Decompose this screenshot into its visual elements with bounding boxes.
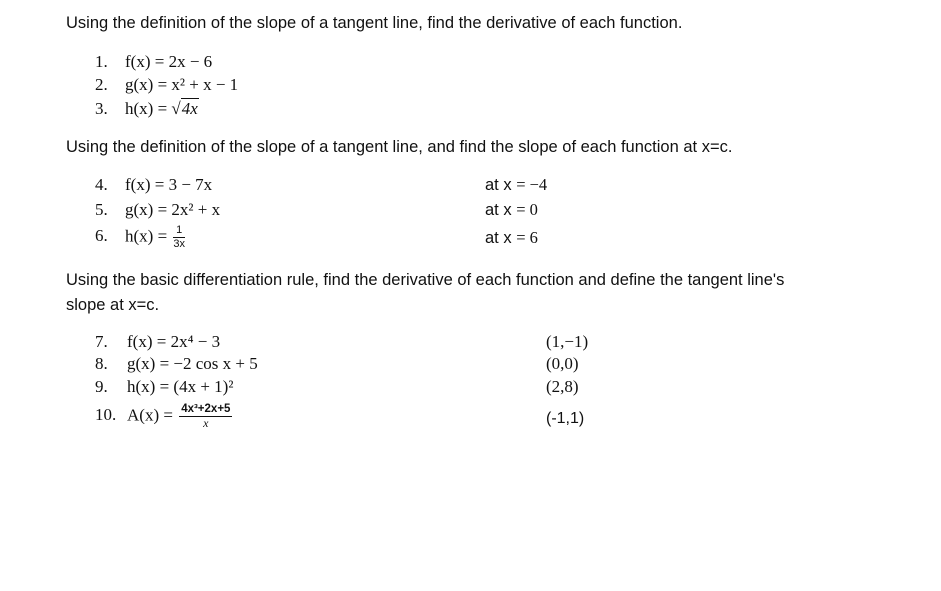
problem-1	[95, 51, 212, 73]
fraction-denominator: 3x	[173, 238, 186, 250]
problem-number: 5.	[95, 200, 108, 219]
problem-8	[95, 353, 258, 375]
condition-4	[485, 174, 547, 196]
problem-expression: g(x) = −2 cos x + 5	[127, 354, 258, 373]
problem-10	[95, 403, 232, 430]
fraction-numerator: 1	[173, 224, 185, 238]
point-7: (1,−1)	[546, 332, 589, 351]
square-root	[171, 98, 198, 120]
instruction-basic-rule-line-2: slope at x=c.	[66, 296, 160, 314]
problem-expression-lhs: h(x) =	[125, 226, 172, 246]
condition-label: at x	[485, 201, 517, 219]
problem-expression: f(x) = 2x − 6	[125, 52, 213, 71]
instruction-derivative-definition: Using the definition of the slope of a tangent line, find the derivative of each function.	[66, 14, 683, 32]
problem-number: 7.	[95, 332, 108, 351]
problem-expression: g(x) = x² + x − 1	[125, 75, 239, 94]
problem-5	[95, 199, 220, 221]
problem-expression-lhs: A(x) =	[127, 405, 178, 425]
fraction	[179, 403, 232, 430]
fraction	[173, 224, 185, 251]
point-9: (2,8)	[546, 377, 579, 396]
condition-6	[485, 227, 538, 249]
condition-label: at x	[485, 176, 517, 194]
problem-6	[95, 224, 185, 251]
problem-number: 2.	[95, 75, 108, 94]
radical-sign: √	[171, 99, 181, 118]
problem-9	[95, 376, 233, 398]
problem-3	[95, 98, 199, 120]
problem-4	[95, 174, 212, 196]
radicand: 4x	[181, 99, 198, 118]
fraction-numerator: 4x³+2x+5	[181, 403, 231, 415]
point-8: (0,0)	[546, 354, 579, 373]
instruction-basic-rule-line-1: Using the basic differentiation rule, find the derivative of each function and define the tangent line's	[66, 271, 785, 289]
problem-number: 6.	[95, 226, 108, 246]
fraction-denominator: x	[203, 416, 209, 430]
problem-number: 9.	[95, 377, 108, 396]
problem-number: 10.	[95, 405, 117, 425]
problem-expression: g(x) = 2x² + x	[125, 200, 221, 219]
condition-value: = 0	[516, 200, 538, 219]
problem-number: 1.	[95, 52, 108, 71]
problem-expression: f(x) = 3 − 7x	[125, 175, 213, 194]
problem-number: 8.	[95, 354, 108, 373]
condition-label: at x	[485, 229, 517, 247]
problem-2	[95, 74, 238, 96]
problem-number: 4.	[95, 175, 108, 194]
problem-expression: f(x) = 2x⁴ − 3	[127, 332, 221, 351]
point-10: (-1,1)	[546, 410, 585, 427]
condition-5	[485, 199, 538, 221]
problem-number: 3.	[95, 99, 108, 118]
problem-7	[95, 331, 220, 353]
condition-value: = −4	[516, 175, 548, 194]
condition-value: = 6	[516, 228, 538, 247]
instruction-slope-at-c: Using the definition of the slope of a tangent line, and find the slope of each function at x=c.	[66, 138, 733, 156]
problem-expression: h(x) = (4x + 1)²	[127, 377, 234, 396]
problem-expression-lhs: h(x) =	[125, 99, 172, 118]
